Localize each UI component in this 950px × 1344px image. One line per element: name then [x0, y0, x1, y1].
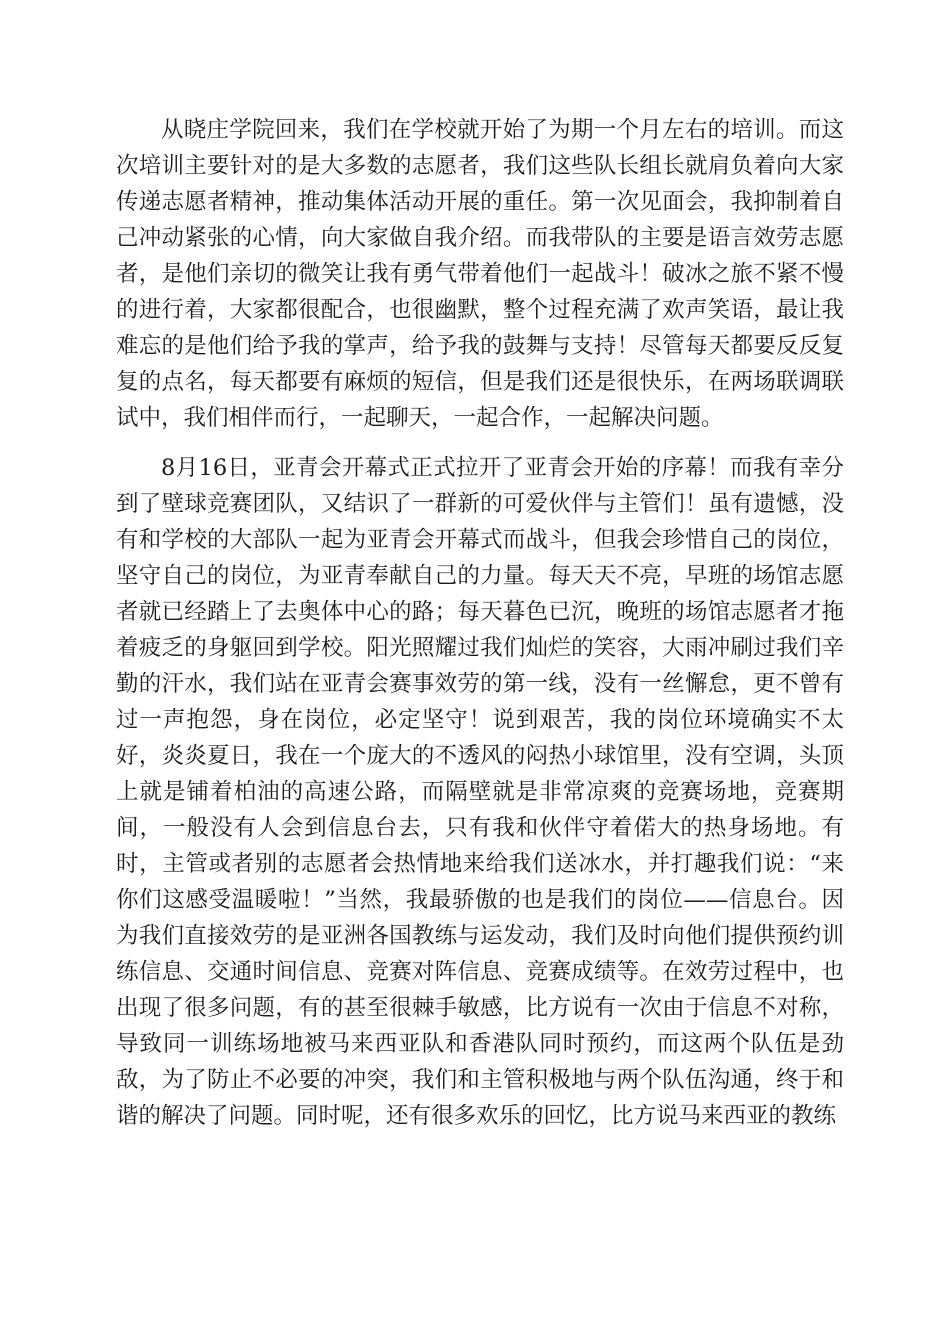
paragraph-training: 从晓庄学院回来，我们在学校就开始了为期一个月左右的培训。而这次培训主要针对的是大多数的志愿者，我们这些队长组长就肩负着向大家传递志愿者精神，推动集体活动开展的重任。第一次见面会，我抑制着自己冲动紧张的心情，向大家做自我介绍。而我带队的主要是语言效劳志愿者，是他们亲切的微笑让我有勇气带着他们一起战斗！破冰之旅不紧不慢的进行着，大家都很配合，也很幽默，整个过程充满了欢声笑语，最让我难忘的是他们给予我的掌声，给予我的鼓舞与支持！尽管每天都要反反复复的点名，每天都要有麻烦的短信，但是我们还是很快乐，在两场联调联试中，我们相伴而行，一起聊天，一起合作，一起解决问题。 [116, 117, 844, 431]
document-page [116, 112, 844, 1134]
paragraph-opening-ceremony: 8月16日，亚青会开幕式正式拉开了亚青会开始的序幕！而我有幸分到了壁球竞赛团队，又结识了一群新的可爱伙伴与主管们！虽有遗憾，没有和学校的大部队一起为亚青会开幕式而战斗，但我会珍惜自己的岗位，坚守自己的岗位，为亚青奉献自己的力量。每天天不亮，早班的场馆志愿者就已经踏上了去奥体中心的路；每天暮色已沉，晚班的场馆志愿者才拖着疲乏的身躯回到学校。阳光照耀过我们灿烂的笑容，大雨冲刷过我们辛勤的汗水，我们站在亚青会赛事效劳的第一线，没有一丝懈怠，更不曾有过一声抱怨，身在岗位，必定坚守！说到艰苦，我的岗位环境确实不太好，炎炎夏日，我在一个庞大的不透风的闷热小球馆里，没有空调，头顶上就是铺着柏油的高速公路，而隔壁就是非常凉爽的竞赛场地，竞赛期间，一般没有人会到信息台去，只有我和伙伴守着偌大的热身场地。有时，主管或者别的志愿者会热情地来给我们送冰水，并打趣我们说：“来你们这感受温暖啦！”当然，我最骄傲的也是我们的岗位——信息台。因为我们直接效劳的是亚洲各国教练与运发动，我们及时向他们提供预约训练信息、交通时间信息、竞赛对阵信息、竞赛成绩等。在效劳过程中，也出现了很多问题，有的甚至很棘手敏感，比方说有一次由于信息不对称，导致同一训练场地被马来西亚队和香港队同时预约，而这两个队伍是劲敌，为了防止不必要的冲突，我们和主管积极地与两个队伍沟通，终于和谐的解决了问题。同时呢，还有很多欢乐的回忆，比方说马来西亚的教练 [116, 455, 844, 1129]
